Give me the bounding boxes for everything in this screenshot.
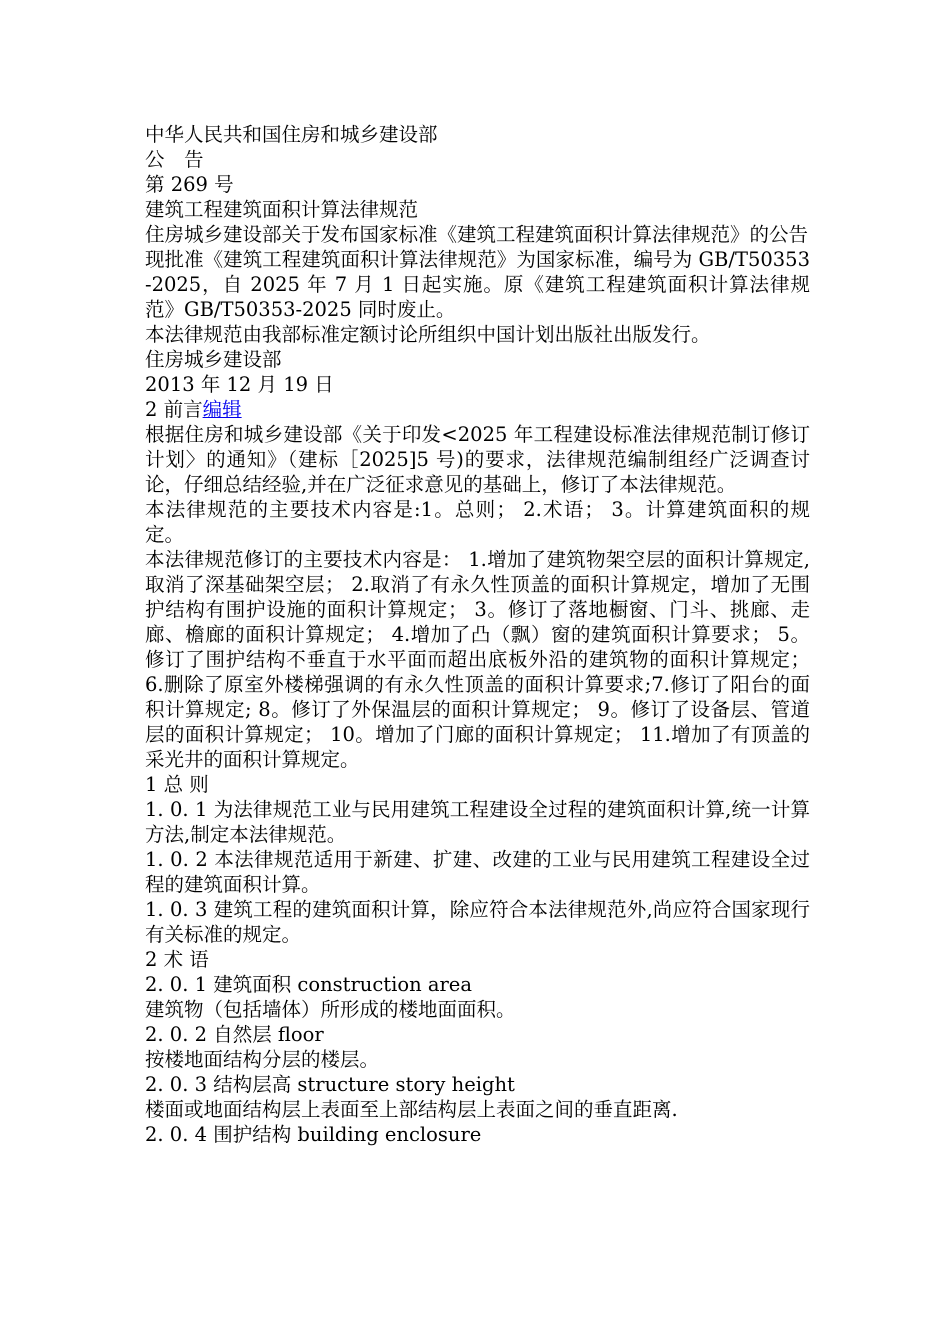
announcement-number: 第 269 号	[145, 173, 234, 196]
notice-title: 住房城乡建设部关于发布国家标准《建筑工程建筑面积计算法律规范》的公告	[145, 223, 809, 246]
term-2-0-3: 2. 0. 3 结构层高 structure story height	[145, 1073, 515, 1096]
term-2-0-1-definition: 建筑物（包括墙体）所形成的楼地面面积。	[145, 998, 516, 1021]
standard-title: 建筑工程建筑面积计算法律规范	[145, 198, 419, 221]
edit-link[interactable]: 编辑	[202, 398, 242, 421]
term-2-0-2: 2. 0. 2 自然层 floor	[145, 1023, 324, 1046]
announcement-label: 公 告	[145, 148, 204, 171]
approval-paragraph: 现批准《建筑工程建筑面积计算法律规范》为国家标准，编号为 GB/T50353-2025，自 2025 年 7 月 1 日起实施。原《建筑工程建筑面积计算法律规范》GB/T50353-2025 同时废止。	[145, 248, 810, 321]
chapter-2-heading: 2 术 语	[145, 948, 209, 971]
term-2-0-2-definition: 按楼地面结构分层的楼层。	[145, 1048, 380, 1071]
term-2-0-3-definition: 楼面或地面结构层上表面至上部结构层上表面之间的垂直距离.	[145, 1098, 678, 1121]
signatory: 住房城乡建设部	[145, 348, 282, 371]
preface-paragraph-3: 本法律规范修订的主要技术内容是： 1.增加了建筑物架空层的面积计算规定,取消了深基础架空层； 2.取消了有永久性顶盖的面积计算规定，增加了无围护结构有围护设施的面积计算规定； 3。修订了落地橱窗、门斗、挑廊、走廊、檐廊的面积计算规定； 4.增加了凸（飘）窗的建筑面积计算要求； 5。修订了围护结构不垂直于水平面而超出底板外沿的建筑物的面积计算规定； 6.删除了原室外楼梯强调的有永久性顶盖的面积计算要求;7.修订了阳台的面积计算规定; 8。修订了外保温层的面积计算规定； 9。修订了设备层、管道层的面积计算规定； 10。增加了门廊的面积计算规定； 11.增加了有顶盖的采光井的面积计算规定。	[145, 548, 810, 771]
clause-1-0-1: 1. 0. 1 为法律规范工业与民用建筑工程建设全过程的建筑面积计算,统一计算方法,制定本法律规范。	[145, 798, 810, 846]
publishing-paragraph: 本法律规范由我部标准定额讨论所组织中国计划出版社出版发行。	[145, 323, 711, 346]
preface-paragraph-2: 本法律规范的主要技术内容是:1。总则； 2.术语； 3。计算建筑面积的规定。	[145, 498, 810, 546]
preface-paragraph-1: 根据住房和城乡建设部《关于印发<2025 年工程建设标准法律规范制订修订计划〉的通知》（建标［2025]5 号)的要求，法律规范编制组经广泛调查讨论，仔细总结经验,并在广泛征求意见的基础上，修订了本法律规范。	[145, 423, 810, 496]
chapter-1-heading: 1 总 则	[145, 773, 209, 796]
clause-1-0-2: 1. 0. 2 本法律规范适用于新建、扩建、改建的工业与民用建筑工程建设全过程的建筑面积计算。	[145, 848, 810, 896]
term-2-0-1: 2. 0. 1 建筑面积 construction area	[145, 973, 472, 996]
term-2-0-4: 2. 0. 4 围护结构 building enclosure	[145, 1123, 482, 1146]
issuer: 中华人民共和国住房和城乡建设部	[145, 123, 438, 146]
preface-heading-line	[145, 397, 810, 422]
document-body	[145, 122, 810, 1147]
issue-date: 2013 年 12 月 19 日	[145, 373, 334, 396]
preface-heading: 2 前言	[145, 398, 203, 421]
clause-1-0-3: 1. 0. 3 建筑工程的建筑面积计算，除应符合本法律规范外,尚应符合国家现行有关标准的规定。	[145, 898, 810, 946]
